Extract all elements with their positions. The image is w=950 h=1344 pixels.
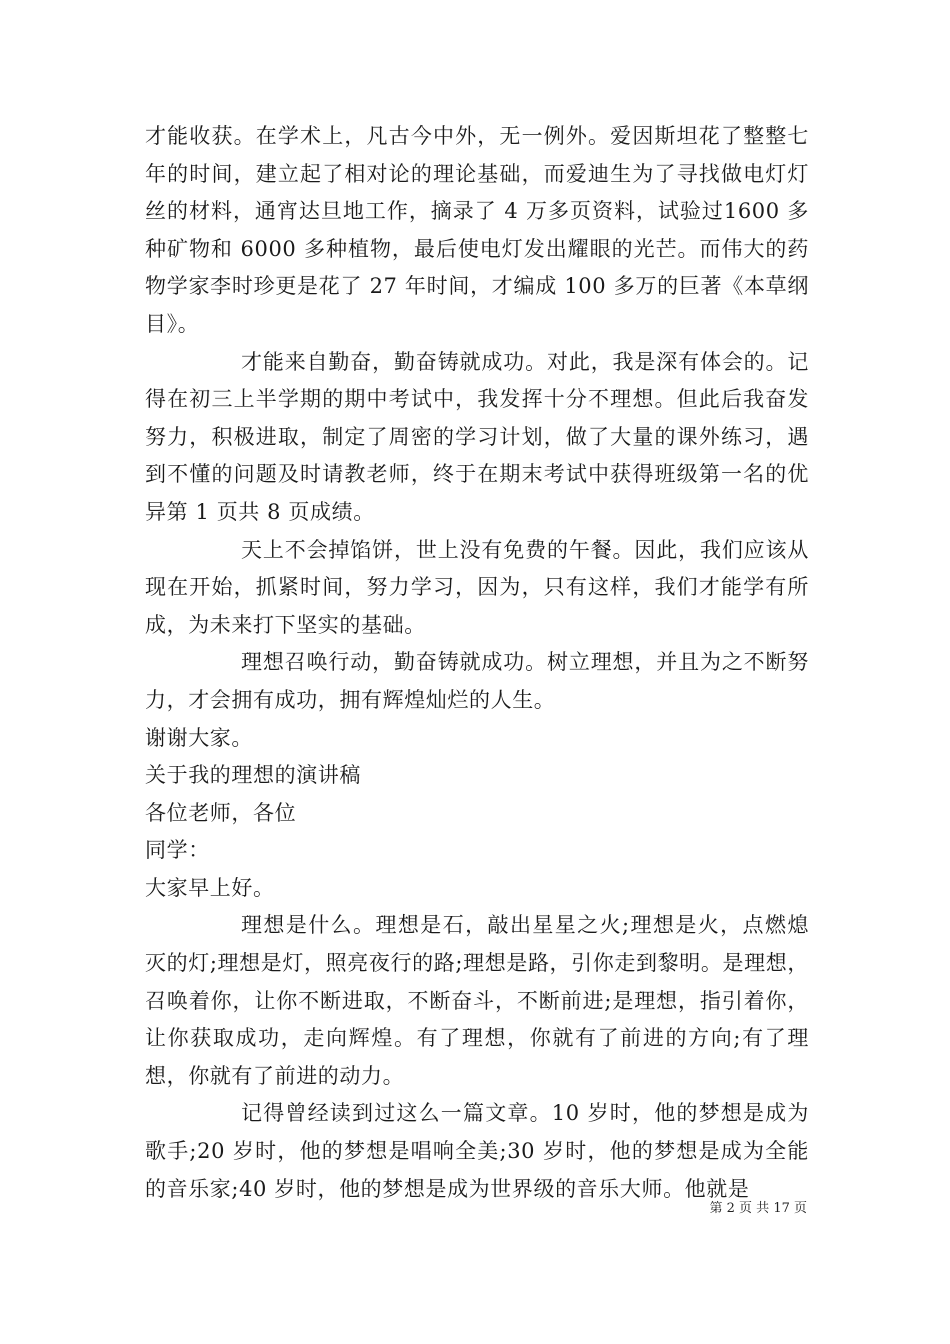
- salutation-students: 同学：: [145, 838, 210, 863]
- paragraph-ideal-action: 理想召唤行动，勤奋铸就成功。树立理想，并且为之不断努力，才会拥有成功，拥有辉煌灿烂的人生。: [145, 650, 809, 712]
- paragraph-no-free-lunch: 天上不会掉馅饼，世上没有免费的午餐。因此，我们应该从现在开始，抓紧时间，努力学习，因为，只有这样，我们才能学有所成，为未来打下坚实的基础。: [145, 537, 809, 637]
- paragraph-what-is-ideal: 理想是什么。理想是石，敲出星星之火;理想是火，点燃熄灭的灯;理想是灯，照亮夜行的路;理想是路，引你走到黎明。是理想，召唤着你，让你不断进取，不断奋斗，不断前进;是理想，指引着你，让你获取成功，走向辉煌。有了理想，你就有了前进的方向;有了理想，你就有了前进的动力。: [145, 913, 809, 1088]
- page-number-footer: 第 2 页 共 17 页: [709, 1201, 807, 1216]
- paragraph-diligence: 才能来自勤奋，勤奋铸就成功。对此，我是深有体会的。记得在初三上半学期的期中考试中，我发挥十分不理想。但此后我奋发努力，积极进取，制定了周密的学习计划，做了大量的课外练习，遇到不懂的问题及时请教老师，终于在期末考试中获得班级第一名的优异第 1 页共 8 页成绩。: [145, 349, 809, 524]
- greeting: 大家早上好。: [145, 875, 275, 900]
- paragraph-thanks: 谢谢大家。: [145, 725, 253, 750]
- salutation-teachers: 各位老师，各位: [145, 800, 297, 825]
- paragraph-scientists: 才能收获。在学术上，凡古今中外，无一例外。爱因斯坦花了整整七年的时间，建立起了相对论的理论基础，而爱迪生为了寻找做电灯灯丝的材料，通宵达旦地工作，摘录了 4 万多页资料，试验过1600 多种矿物和 6000 多种植物，最后使电灯发出耀眼的光芒。而伟大的药物学家李时珍更是花了 27 年时间，才编成 100 多万的巨著《本草纲目》。: [145, 124, 809, 336]
- document-body: [145, 118, 809, 1208]
- speech-title: 关于我的理想的演讲稿: [145, 763, 361, 788]
- paragraph-story: 记得曾经读到过这么一篇文章。10 岁时，他的梦想是成为歌手;20 岁时，他的梦想是唱响全美;30 岁时，他的梦想是成为全能的音乐家;40 岁时，他的梦想是成为世界级的音乐大师。他就是: [145, 1101, 809, 1201]
